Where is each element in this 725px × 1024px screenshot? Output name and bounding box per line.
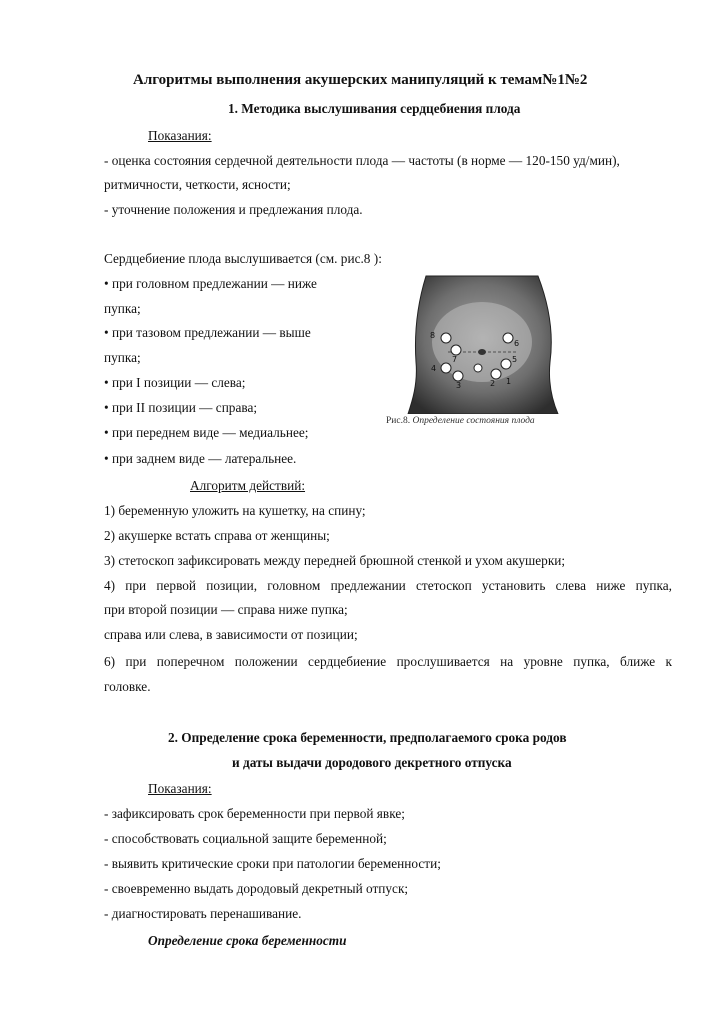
auscultation-bullet: • при головном предлежании — ниже [104, 276, 317, 291]
section2-indication-line: - способствовать социальной защите беременной; [104, 831, 387, 846]
point-label: 4 [431, 364, 437, 373]
auscultation-bullet: • при I позиции — слева; [104, 375, 246, 390]
section1-indication-line: ритмичности, четкости, ясности; [104, 177, 291, 192]
section2-subheading: Определение срока беременности [148, 933, 347, 948]
point-label: 2 [490, 379, 496, 388]
document-title: Алгоритмы выполнения акушерских манипуляций к темам№1№2 [133, 72, 588, 88]
algorithm-step: 4) при первой позиции, головном предлежании стетоскоп установить слева ниже пупка, [104, 578, 672, 593]
auscultation-bullet: пупка; [104, 301, 141, 316]
algorithm-step: 6) при поперечном положении сердцебиение прослушивается на уровне пупка, ближе к [104, 654, 672, 669]
section1-heading: 1. Методика выслушивания сердцебиения плода [228, 101, 521, 116]
section1-indication-line: - оценка состояния сердечной деятельности плода — частоты (в норме — 120-150 уд/мин), [104, 153, 620, 168]
algorithm-step: 1) беременную уложить на кушетку, на спину; [104, 503, 366, 518]
algorithm-step: головке. [104, 679, 151, 694]
point-label: 7 [452, 355, 458, 364]
algorithm-step: при второй позиции — справа ниже пупка; [104, 602, 348, 617]
auscultation-bullet: • при тазовом предлежании — выше [104, 325, 311, 340]
auscultation-intro: Сердцебиение плода выслушивается (см. рис.8 ): [104, 251, 382, 266]
section2-indication-line: - своевременно выдать дородовый декретный отпуск; [104, 881, 409, 896]
section2-indications-label: Показания: [148, 781, 212, 796]
figure-caption-text: Определение состояния плода [412, 416, 535, 426]
point-label: 8 [430, 331, 436, 340]
auscultation-bullet: • при заднем виде — латеральнее. [104, 451, 297, 466]
auscultation-bullet: • при переднем виде — медиальнее; [104, 425, 309, 440]
section2-indication-line: - зафиксировать срок беременности при первой явке; [104, 806, 405, 821]
algorithm-step: 3) стетоскоп зафиксировать между передней брюшной стенкой и ухом акушерки; [104, 553, 566, 568]
algorithm-label: Алгоритм действий: [190, 478, 306, 493]
point-label: 5 [512, 355, 518, 364]
auscultation-bullet: • при II позиции — справа; [104, 400, 258, 415]
figure-fetal-heartbeat-points [386, 272, 676, 434]
algorithm-step: справа или слева, в зависимости от позиции; [104, 627, 358, 642]
figure-caption-prefix: Рис.8. [386, 416, 411, 426]
algorithm-step: 2) акушерке встать справа от женщины; [104, 528, 330, 543]
figure-caption [386, 416, 535, 426]
point-label: 1 [506, 377, 512, 386]
section2-indication-line: - выявить критические сроки при патологии беременности; [104, 856, 441, 871]
section2-heading: и даты выдачи дородового декретного отпуска [232, 755, 512, 770]
section1-indication-line: - уточнение положения и предлежания плода. [104, 202, 363, 217]
point-label: 6 [514, 339, 520, 348]
section2-heading: 2. Определение срока беременности, предполагаемого срока родов [168, 730, 567, 745]
point-label: 3 [456, 381, 462, 390]
auscultation-bullet: пупка; [104, 350, 141, 365]
abdomen-illustration [386, 272, 676, 414]
section2-indication-line: - диагностировать перенашивание. [104, 906, 302, 921]
section1-indications-label: Показания: [148, 128, 212, 143]
